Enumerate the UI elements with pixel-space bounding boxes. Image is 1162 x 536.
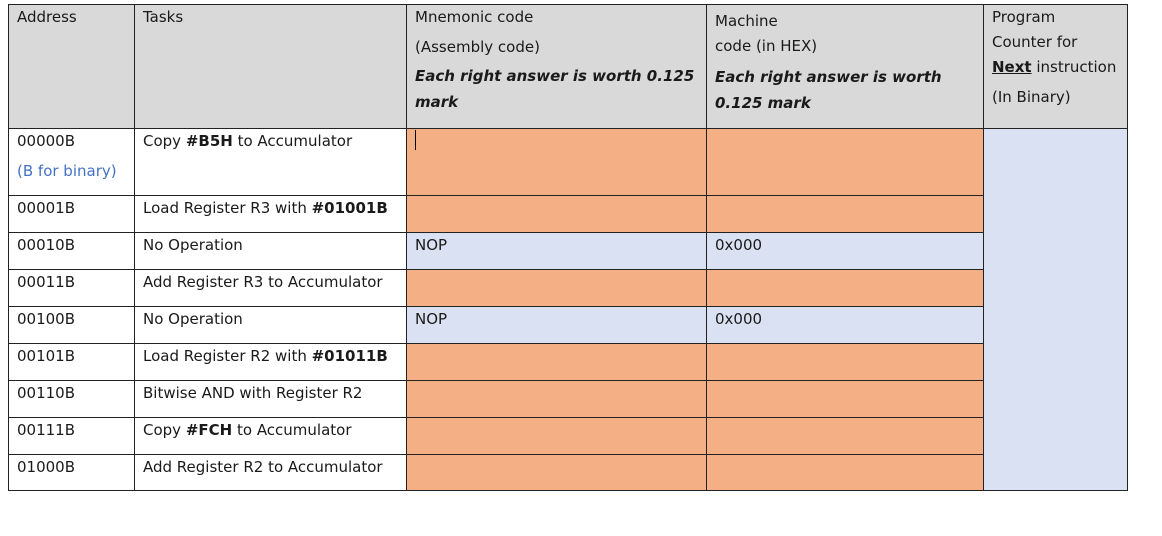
text-cursor [415, 130, 416, 150]
header-program-counter: Program Counter for Next instruction (In Binary) [984, 5, 1128, 129]
task-cell: Bitwise AND with Register R2 [135, 381, 407, 418]
mnemonic-answer-cell[interactable] [407, 455, 707, 491]
mnemonic-given-cell: NOP [407, 233, 707, 270]
table-row [9, 233, 1128, 270]
header-row [9, 5, 1128, 129]
table-row [9, 307, 1128, 344]
address-cell: 00000B (B for binary) [9, 129, 135, 196]
address-cell: 00010B [9, 233, 135, 270]
table-row [9, 270, 1128, 307]
machine-answer-cell[interactable] [707, 418, 984, 455]
mnemonic-answer-cell[interactable] [407, 196, 707, 233]
machine-answer-cell[interactable] [707, 129, 984, 196]
program-counter-column[interactable] [984, 129, 1128, 491]
header-mnemonic: Mnemonic code (Assembly code) Each right answer is worth 0.125 mark [407, 5, 707, 129]
address-cell: 00101B [9, 344, 135, 381]
task-cell: No Operation [135, 233, 407, 270]
instruction-table [8, 4, 1128, 491]
mnemonic-answer-cell[interactable] [407, 129, 707, 196]
mnemonic-mark-note: Each right answer is worth 0.125 mark [415, 67, 695, 111]
mnemonic-answer-cell[interactable] [407, 344, 707, 381]
machine-answer-cell[interactable] [707, 344, 984, 381]
header-machine-code: Machine code (in HEX) Each right answer is worth 0.125 mark [707, 5, 984, 129]
task-cell: Copy #B5H to Accumulator [135, 129, 407, 196]
next-emphasis: Next [992, 58, 1032, 76]
address-cell: 00110B [9, 381, 135, 418]
address-cell: 00001B [9, 196, 135, 233]
header-address: Address [9, 5, 135, 129]
machine-answer-cell[interactable] [707, 196, 984, 233]
machine-answer-cell[interactable] [707, 381, 984, 418]
header-tasks: Tasks [135, 5, 407, 129]
task-cell: Load Register R2 with #01011B [135, 344, 407, 381]
task-cell: Add Register R2 to Accumulator [135, 455, 407, 491]
table-row [9, 344, 1128, 381]
table-row [9, 196, 1128, 233]
binary-note: (B for binary) [17, 162, 117, 180]
mnemonic-answer-cell[interactable] [407, 270, 707, 307]
machine-given-cell: 0x000 [707, 307, 984, 344]
table-row [9, 455, 1128, 491]
machine-given-cell: 0x000 [707, 233, 984, 270]
machine-answer-cell[interactable] [707, 455, 984, 491]
address-cell: 00111B [9, 418, 135, 455]
address-cell: 00011B [9, 270, 135, 307]
task-cell: Copy #FCH to Accumulator [135, 418, 407, 455]
table-row [9, 381, 1128, 418]
mnemonic-given-cell: NOP [407, 307, 707, 344]
task-cell: Load Register R3 with #01001B [135, 196, 407, 233]
machine-answer-cell[interactable] [707, 270, 984, 307]
address-cell: 00100B [9, 307, 135, 344]
mnemonic-answer-cell[interactable] [407, 381, 707, 418]
task-cell: No Operation [135, 307, 407, 344]
table-row [9, 418, 1128, 455]
machine-mark-note: Each right answer is worth 0.125 mark [715, 68, 942, 112]
mnemonic-answer-cell[interactable] [407, 418, 707, 455]
address-cell: 01000B [9, 455, 135, 491]
task-cell: Add Register R3 to Accumulator [135, 270, 407, 307]
table-row [9, 129, 1128, 196]
